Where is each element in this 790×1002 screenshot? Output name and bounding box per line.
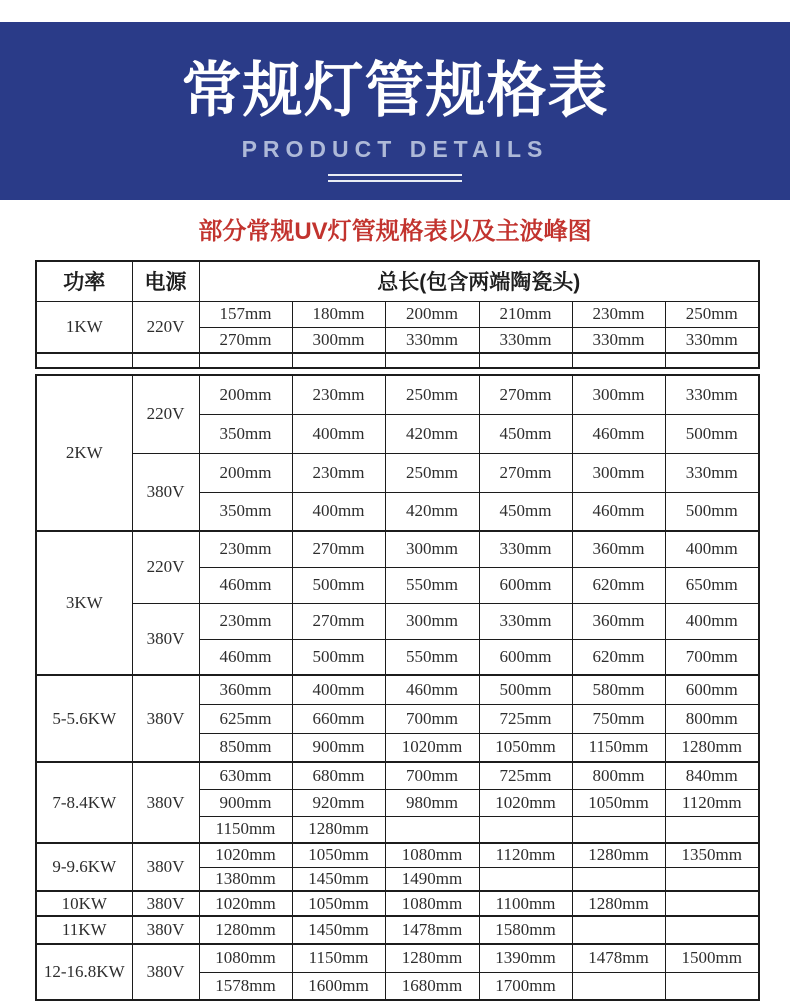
length-cell: 620mm [572,639,665,675]
table-row [36,453,759,492]
length-cell: 700mm [385,704,479,733]
length-cell [385,816,479,843]
length-cell: 300mm [292,327,385,353]
length-cell: 360mm [572,531,665,567]
length-cell: 500mm [665,414,759,453]
length-cell: 400mm [292,414,385,453]
voltage-cell: 380V [132,916,199,944]
col-header-power: 功率 [36,261,132,301]
length-cell: 700mm [665,639,759,675]
length-cell: 580mm [572,675,665,704]
length-cell: 1580mm [479,916,572,944]
length-cell: 330mm [665,375,759,414]
length-cell: 660mm [292,704,385,733]
length-cell: 1050mm [479,733,572,762]
length-cell: 840mm [665,762,759,789]
length-cell: 420mm [385,492,479,531]
length-cell: 1020mm [479,789,572,816]
length-cell: 1050mm [572,789,665,816]
length-cell: 200mm [199,453,292,492]
table-row [36,916,759,944]
length-cell: 250mm [665,301,759,327]
length-cell: 1600mm [292,972,385,1000]
length-cell: 500mm [665,492,759,531]
length-cell: 750mm [572,704,665,733]
length-cell: 1150mm [292,944,385,972]
divider-lines [328,174,462,182]
length-cell: 1120mm [479,843,572,867]
length-cell: 900mm [292,733,385,762]
length-cell: 1020mm [199,843,292,867]
length-cell: 1150mm [572,733,665,762]
voltage-cell: 380V [132,944,199,1000]
length-cell: 1050mm [292,843,385,867]
length-cell: 1350mm [665,843,759,867]
length-cell: 350mm [199,492,292,531]
length-cell: 300mm [572,375,665,414]
length-cell: 1680mm [385,972,479,1000]
length-cell: 1390mm [479,944,572,972]
voltage-cell: 380V [132,843,199,891]
length-cell [665,972,759,1000]
length-cell: 500mm [479,675,572,704]
length-cell: 157mm [199,301,292,327]
length-cell: 1490mm [385,867,479,891]
length-cell [479,353,572,368]
length-cell: 250mm [385,375,479,414]
spec-table-top-body [36,301,759,368]
power-cell: 3KW [36,531,132,675]
voltage-cell: 220V [132,375,199,453]
length-cell: 680mm [292,762,385,789]
length-cell: 450mm [479,414,572,453]
length-cell: 600mm [479,639,572,675]
length-cell [479,867,572,891]
length-cell: 600mm [665,675,759,704]
length-cell: 1450mm [292,867,385,891]
length-cell: 620mm [572,567,665,603]
length-cell: 360mm [199,675,292,704]
length-cell [572,816,665,843]
length-cell: 1120mm [665,789,759,816]
length-cell: 1380mm [199,867,292,891]
length-cell: 230mm [292,453,385,492]
voltage-cell: 220V [132,301,199,353]
power-cell [36,353,132,368]
length-cell: 1280mm [572,843,665,867]
page-title: 常规灯管规格表 [181,57,609,124]
length-cell: 270mm [479,375,572,414]
length-cell: 900mm [199,789,292,816]
length-cell: 420mm [385,414,479,453]
length-cell: 630mm [199,762,292,789]
table-row [36,301,759,327]
power-cell: 11KW [36,916,132,944]
voltage-cell [132,353,199,368]
length-cell: 230mm [292,375,385,414]
length-cell: 1450mm [292,916,385,944]
table-row [36,843,759,867]
length-cell: 300mm [572,453,665,492]
length-cell: 460mm [572,414,665,453]
length-cell: 400mm [292,675,385,704]
spec-table-bottom-body [36,375,759,1000]
length-cell: 1100mm [479,891,572,916]
power-cell: 5-5.6KW [36,675,132,762]
length-cell: 350mm [199,414,292,453]
length-cell: 330mm [385,327,479,353]
power-cell: 9-9.6KW [36,843,132,891]
length-cell: 300mm [385,531,479,567]
length-cell: 230mm [572,301,665,327]
power-cell: 7-8.4KW [36,762,132,843]
length-cell: 800mm [572,762,665,789]
length-cell: 400mm [665,531,759,567]
spec-table-top [35,260,760,369]
length-cell: 1578mm [199,972,292,1000]
length-cell: 270mm [292,531,385,567]
length-cell: 700mm [385,762,479,789]
length-cell: 200mm [199,375,292,414]
length-cell: 250mm [385,453,479,492]
length-cell [665,891,759,916]
voltage-cell: 380V [132,453,199,531]
length-cell: 725mm [479,704,572,733]
table-row [36,353,759,368]
length-cell: 1700mm [479,972,572,1000]
power-cell: 2KW [36,375,132,531]
table-row [36,762,759,789]
length-cell: 330mm [665,327,759,353]
length-cell: 1478mm [572,944,665,972]
length-cell [572,867,665,891]
length-cell: 330mm [479,531,572,567]
length-cell: 1280mm [292,816,385,843]
length-cell: 1020mm [385,733,479,762]
length-cell: 650mm [665,567,759,603]
length-cell: 270mm [199,327,292,353]
length-cell: 1080mm [199,944,292,972]
length-cell: 400mm [665,603,759,639]
table-row [36,891,759,916]
length-cell: 460mm [572,492,665,531]
length-cell: 1280mm [385,944,479,972]
length-cell: 980mm [385,789,479,816]
length-cell: 1280mm [665,733,759,762]
length-cell: 460mm [385,675,479,704]
voltage-cell: 380V [132,762,199,843]
length-cell [665,816,759,843]
length-cell: 330mm [479,327,572,353]
length-cell: 500mm [292,567,385,603]
col-header-supply: 电源 [132,261,199,301]
length-cell: 300mm [385,603,479,639]
banner [0,22,790,200]
table-row [36,944,759,972]
length-cell: 1478mm [385,916,479,944]
section-caption: 部分常规UV灯管规格表以及主波峰图 [198,218,592,245]
length-cell: 400mm [292,492,385,531]
length-cell: 1280mm [199,916,292,944]
voltage-cell: 220V [132,531,199,603]
length-cell: 330mm [479,603,572,639]
table-row [36,603,759,639]
length-cell [572,916,665,944]
length-cell: 1080mm [385,843,479,867]
length-cell [665,867,759,891]
divider-line-bottom [328,180,462,182]
spec-table-bottom [35,374,760,1001]
length-cell: 1020mm [199,891,292,916]
length-cell: 600mm [479,567,572,603]
top-white-strip [0,0,790,22]
length-cell: 850mm [199,733,292,762]
col-header-length: 总长(包含两端陶瓷头) [199,261,759,301]
length-cell: 460mm [199,639,292,675]
length-cell: 1050mm [292,891,385,916]
spec-tables [35,260,758,1001]
length-cell [572,353,665,368]
length-cell: 625mm [199,704,292,733]
length-cell: 450mm [479,492,572,531]
length-cell: 270mm [292,603,385,639]
divider-line-top [328,174,462,176]
length-cell: 500mm [292,639,385,675]
length-cell: 330mm [572,327,665,353]
banner-subtitle: PRODUCT DETAILS [241,136,549,162]
length-cell: 1280mm [572,891,665,916]
length-cell: 270mm [479,453,572,492]
table-row [36,531,759,567]
length-cell: 1080mm [385,891,479,916]
length-cell [665,353,759,368]
voltage-cell: 380V [132,675,199,762]
length-cell: 1500mm [665,944,759,972]
length-cell: 180mm [292,301,385,327]
table-row [36,375,759,414]
length-cell: 230mm [199,531,292,567]
length-cell: 200mm [385,301,479,327]
length-cell: 330mm [665,453,759,492]
length-cell: 920mm [292,789,385,816]
length-cell [572,972,665,1000]
voltage-cell: 380V [132,891,199,916]
table-row [36,675,759,704]
length-cell: 550mm [385,567,479,603]
length-cell [199,353,292,368]
length-cell: 460mm [199,567,292,603]
length-cell: 550mm [385,639,479,675]
voltage-cell: 380V [132,603,199,675]
length-cell: 360mm [572,603,665,639]
length-cell: 210mm [479,301,572,327]
power-cell: 10KW [36,891,132,916]
length-cell [665,916,759,944]
length-cell: 725mm [479,762,572,789]
header-row [36,261,759,301]
length-cell [385,353,479,368]
power-cell: 1KW [36,301,132,353]
length-cell: 1150mm [199,816,292,843]
length-cell [479,816,572,843]
power-cell: 12-16.8KW [36,944,132,1000]
length-cell: 800mm [665,704,759,733]
length-cell [292,353,385,368]
length-cell: 230mm [199,603,292,639]
